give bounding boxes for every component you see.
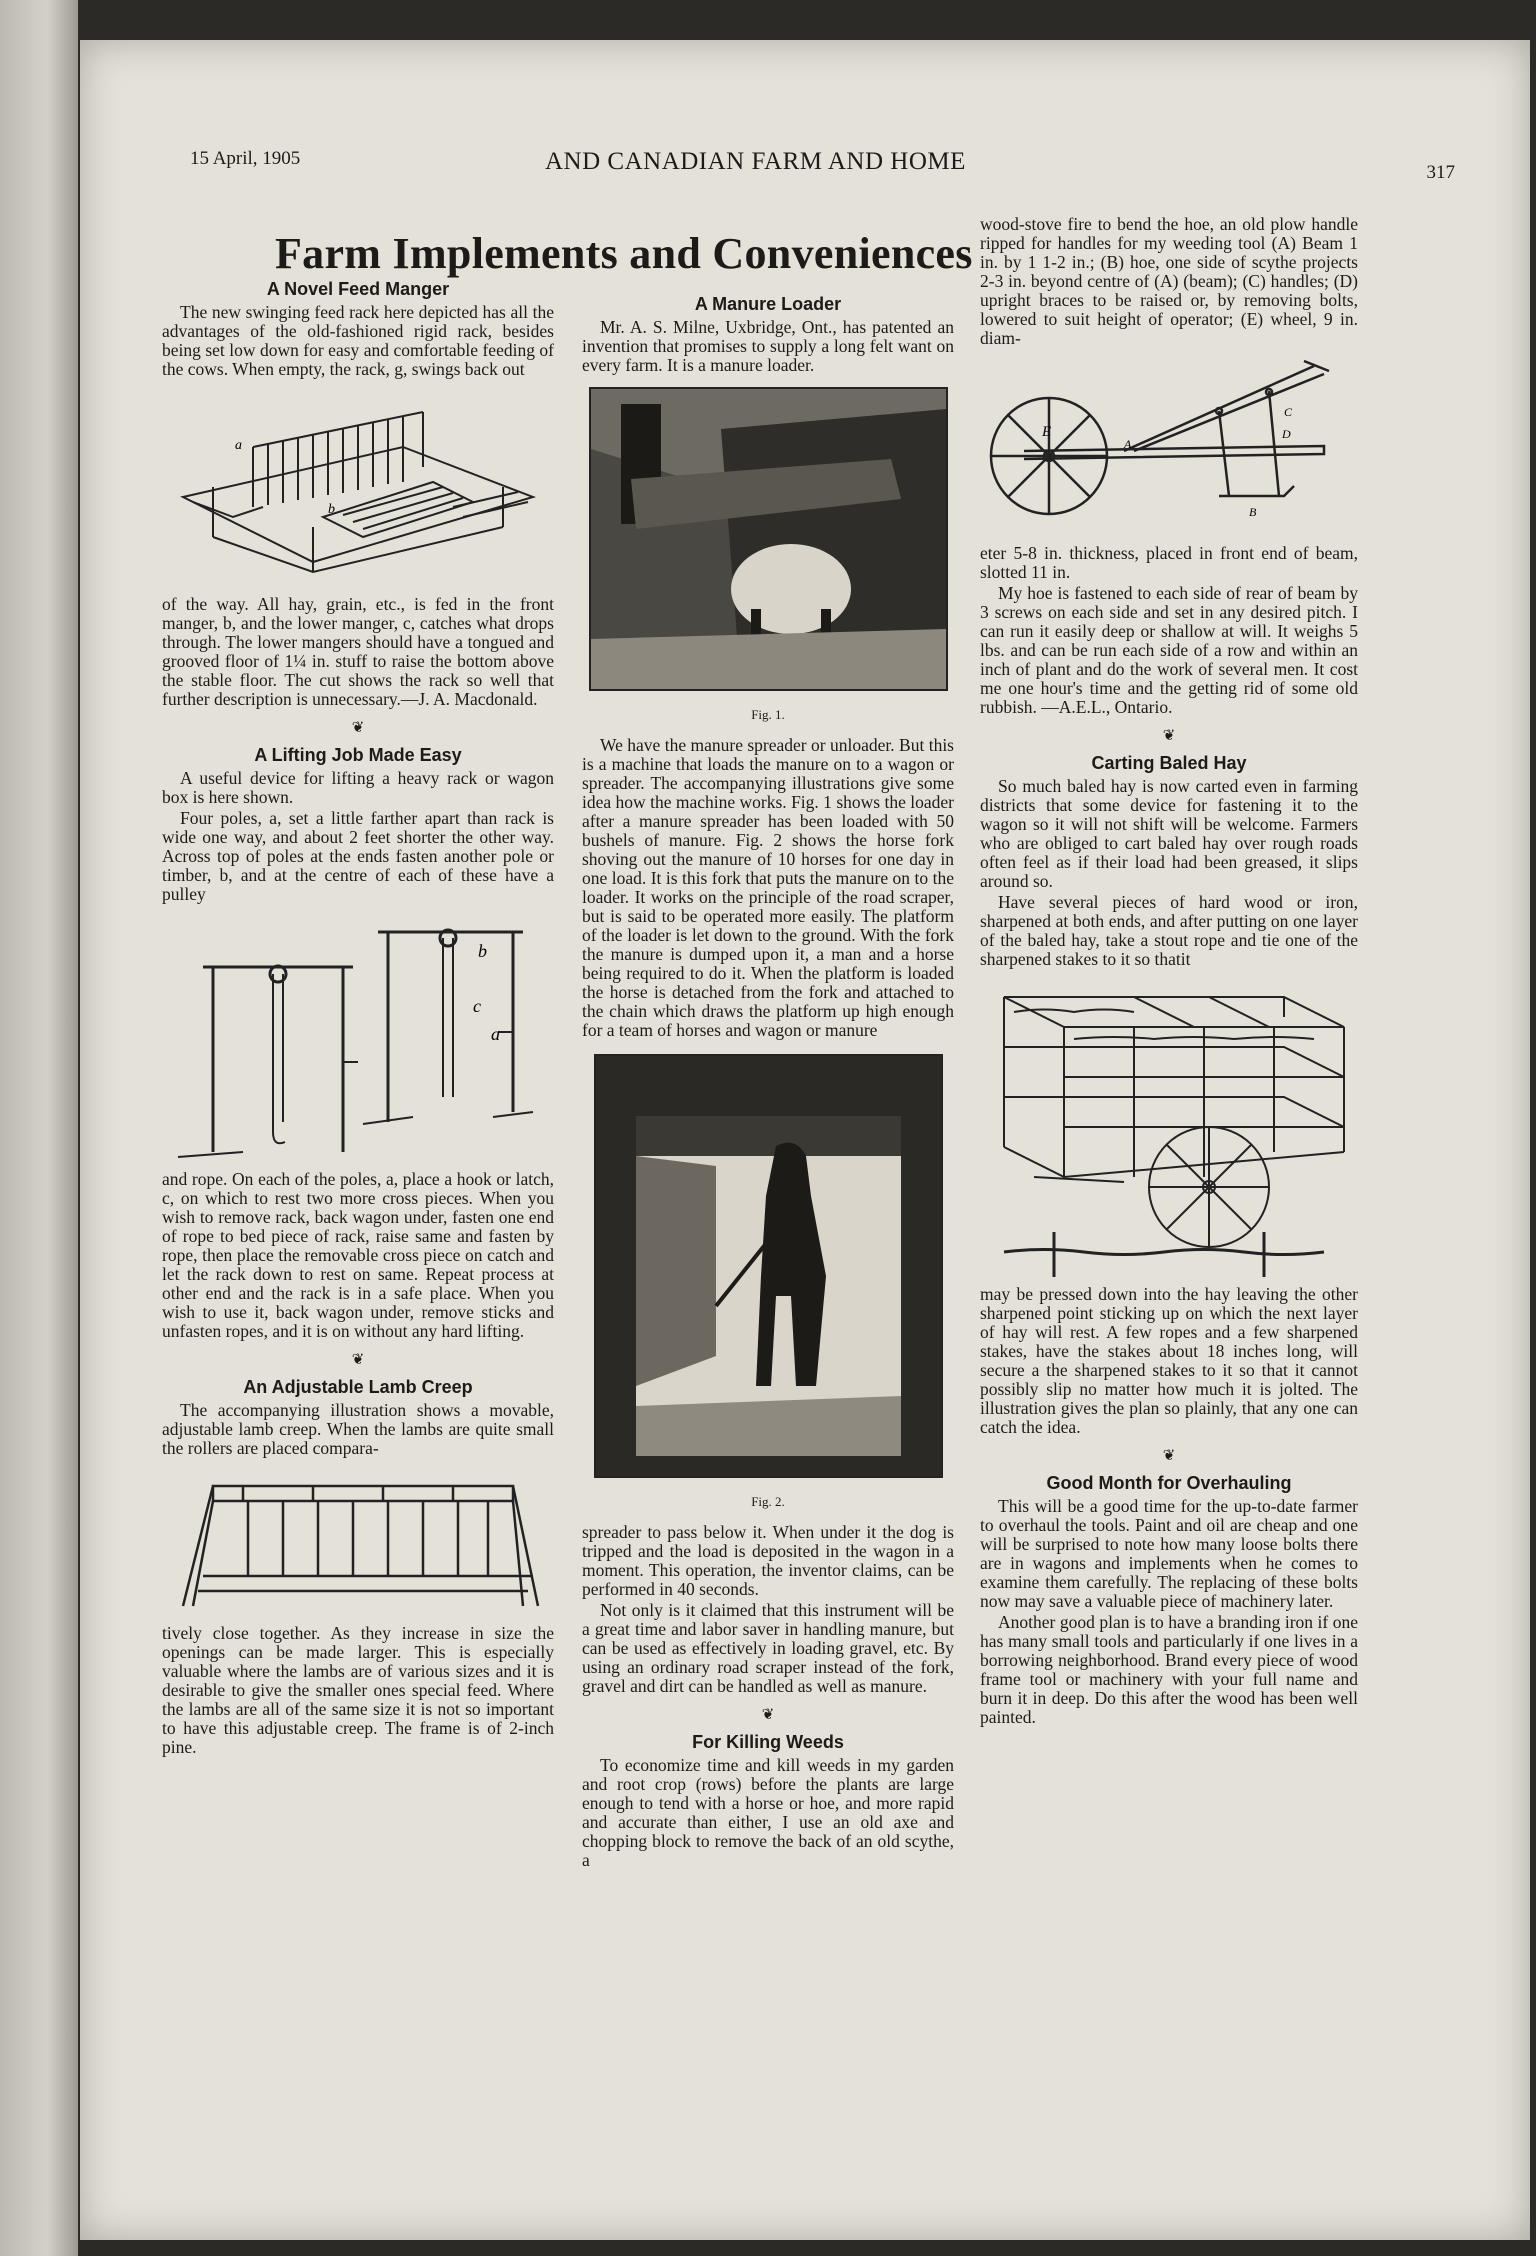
page-title: Farm Implements and Conveniences xyxy=(275,229,973,278)
article-paragraph: Mr. A. S. Milne, Uxbridge, Ont., has patented an invention that promises to supply a long felt want on every farm. It is a manure loader. xyxy=(582,317,954,375)
article-paragraph: Not only is it claimed that this instrument will be a great time and labor saver in handling manure, but can be used as effectively in loading gravel, etc. By using an ordinary road scraper instead of the fork, gravel and dirt can be handled as well as manure. xyxy=(582,1600,954,1696)
article-paragraph: and rope. On each of the poles, a, place a hook or latch, c, on which to rest two more cross pieces. When you wish to remove rack, back wagon under, fasten one end of rope to bed piece of rack, raise same and fasten by rope, then place the removable cross piece on catch and let the rack down to rest on same. Repeat process at other end and the rack is in a safe place. When you wish to use it, back wagon under, remove sticks and unfasten ropes, and it is on without any hard lifting. xyxy=(162,1169,554,1341)
baled-hay-wagon-illustration xyxy=(984,977,1354,1277)
article-title: A Novel Feed Manger xyxy=(266,279,450,299)
manger-label-b: b xyxy=(328,502,335,517)
article-paragraph: Four poles, a, set a little farther apart than rack is wide one way, and about 2 feet shorter the other way. Across top of poles at the ends fasten another pole or timber, b, and at the centre of each of these have a pulley xyxy=(162,808,554,904)
article-paragraph: A useful device for lifting a heavy rack or wagon box is here shown. xyxy=(162,768,554,807)
article-paragraph: So much baled hay is now carted even in farming districts that some device for fastening it to the wagon so it will not shift will be welcome. Farmers who are obliged to cart baled hay over rough roads often feel as if their load had been greased, it slips around so. xyxy=(980,776,1358,891)
hoe-label-e: E xyxy=(1042,424,1052,440)
lifting-frame-illustration xyxy=(173,912,543,1162)
article-paragraph: My hoe is fastened to each side of rear of beam by 3 screws on each side and set in any desired pitch. I can run it easily deep or shallow at will. It weighs 5 lbs. and can be run each side of a row and within an inch of plant and do the work of several men. It cost me one hour's time and the getting rid of some old rubbish. —A.E.L., Ontario. xyxy=(980,583,1358,717)
article-paragraph: spreader to pass below it. When under it the dog is tripped and the load is deposited in the wagon in a moment. This operation, the inventor claims, can be performed in 40 seconds. xyxy=(582,1522,954,1599)
article-paragraph: of the way. All hay, grain, etc., is fed in the front manger, b, and the lower manger, c, catches what drops through. The lower mangers should have a tongued and grooved floor of 1¼ in. stuff to raise the bottom above the stable floor. The cut shows the rack so well that further description is unnecessary.—J. A. Macdonald. xyxy=(162,594,554,709)
figure-caption: Fig. 1. xyxy=(751,707,785,722)
hoe-label-b: B xyxy=(1249,505,1257,519)
article-paragraph: Have several pieces of hard wood or iron, sharpened at both ends, and after putting on one layer of the baled hay, take a stout rope and tie one of the sharpened stakes to it so thatit xyxy=(980,892,1358,969)
article-paragraph: The accompanying illustration shows a movable, adjustable lamb creep. When the lambs are quite small the rollers are placed compara- xyxy=(162,1400,554,1458)
lift-label-a: a xyxy=(491,1024,500,1044)
feed-manger-illustration xyxy=(173,387,543,587)
section-ornament: ❦ xyxy=(1162,728,1176,744)
column-3 xyxy=(980,215,1358,1729)
publication-title: AND CANADIAN FARM AND HOME xyxy=(545,148,966,175)
figure-caption: Fig. 2. xyxy=(751,1494,785,1509)
article-paragraph: may be pressed down into the hay leaving the other sharpened point sticking up on which the next layer of hay will rest. A few ropes and a few sharpened stakes, have the stakes about 18 inches long, will secure a the sharpened stakes to it so that it cannot possibly slip no matter how much it is jolted. The illustration gives the plan so plainly, that any one can catch the idea. xyxy=(980,1284,1358,1437)
article-title: For Killing Weeds xyxy=(692,1732,844,1752)
lamb-creep-illustration xyxy=(173,1466,543,1616)
article-paragraph: We have the manure spreader or unloader. But this is a machine that loads the manure on to a wagon or spreader. The accompanying illustrations give some idea how the machine works. Fig. 1 shows the loader after a manure spreader has been loaded with 50 bushels of manure. Fig. 2 shows the horse fork shoving out the manure of 10 horses for one day in one load. It is this fork that puts the manure on to the loader. It works on the principle of the road scraper, but is said to be operated more easily. The platform of the loader is let down to the ground. With the fork the manure is dumped upon it, a man and a horse being required to do it. When the platform is loaded the horse is detached from the fork and attached to the chain which draws the platform up high enough for a team of horses and wagon or manure xyxy=(582,735,954,1040)
hoe-label-c: C xyxy=(1284,405,1293,419)
lift-label-b: b xyxy=(478,941,487,961)
article-paragraph: Another good plan is to have a branding iron if one has many small tools and particularly if one lives in a borrowing neighborhood. Brand every piece of wood frame tool or machinery with your full name and burn it in deep. Do this after the wood has been well painted. xyxy=(980,1612,1358,1727)
article-paragraph: This will be a good time for the up-to-date farmer to overhaul the tools. Paint and oil are cheap and one will be surprised to note how many loose bolts there are in wagons and implements when he comes to examine them carefully. The replacing of these bolts now may save a valuable piece of machinery later. xyxy=(980,1496,1358,1611)
manger-label-a: a xyxy=(235,438,242,453)
article-paragraph: wood-stove fire to bend the hoe, an old plow handle ripped for handles for my weeding tool (A) Beam 1 in. by 1 1-2 in.; (B) hoe, one side of scythe projects 2-3 in. beyond centre of (A) (beam); (C) handles; (D) upright braces to be raised or, by removing bolts, lowered to suit height of operator; (E) wheel, 9 in. diam- xyxy=(980,214,1358,348)
section-ornament: ❦ xyxy=(351,1352,365,1368)
binding-gutter xyxy=(0,0,78,2256)
page-number: 317 xyxy=(1426,162,1455,183)
hoe-label-a: A xyxy=(1124,437,1132,451)
article-title: Good Month for Overhauling xyxy=(1046,1473,1292,1493)
column-2 xyxy=(582,295,954,1872)
column-1 xyxy=(162,280,554,1759)
section-ornament: ❦ xyxy=(761,1707,775,1723)
article-paragraph: To economize time and kill weeds in my garden and root crop (rows) before the plants are large enough to tend with a horse or hoe, and more rapid and accurate than either, I use an old axe and chopping block to remove the back of an old scythe, a xyxy=(582,1755,954,1870)
article-title: A Manure Loader xyxy=(694,294,842,314)
manure-loader-photo-1 xyxy=(589,387,948,691)
hoe-label-d: D xyxy=(1282,427,1291,441)
article-title: A Lifting Job Made Easy xyxy=(254,745,462,765)
issue-date: 15 April, 1905 xyxy=(190,148,301,169)
article-paragraph: The new swinging feed rack here depicted has all the advantages of the old-fashioned rigid rack, besides being set low down for easy and comfortable feeding of the cows. When empty, the rack, g, swings back out xyxy=(162,302,554,379)
newspaper-page xyxy=(80,40,1530,2240)
section-ornament: ❦ xyxy=(351,720,365,736)
lift-label-c: c xyxy=(473,996,481,1016)
article-paragraph: tively close together. As they increase in size the openings can be made larger. This is especially valuable where the lambs are of various sizes and it is desirable to give the smaller ones special feed. Where the lambs are all of the same size it is not so important to have this adjustable creep. The frame is of 2-inch pine. xyxy=(162,1623,554,1757)
article-title: An Adjustable Lamb Creep xyxy=(243,1377,473,1397)
article-title: Carting Baled Hay xyxy=(1091,753,1247,773)
manure-loader-photo-2 xyxy=(594,1054,943,1478)
article-paragraph: eter 5-8 in. thickness, placed in front end of beam, slotted 11 in. xyxy=(980,543,1358,582)
weeding-tool-illustration xyxy=(984,356,1354,536)
section-ornament: ❦ xyxy=(1162,1448,1176,1464)
